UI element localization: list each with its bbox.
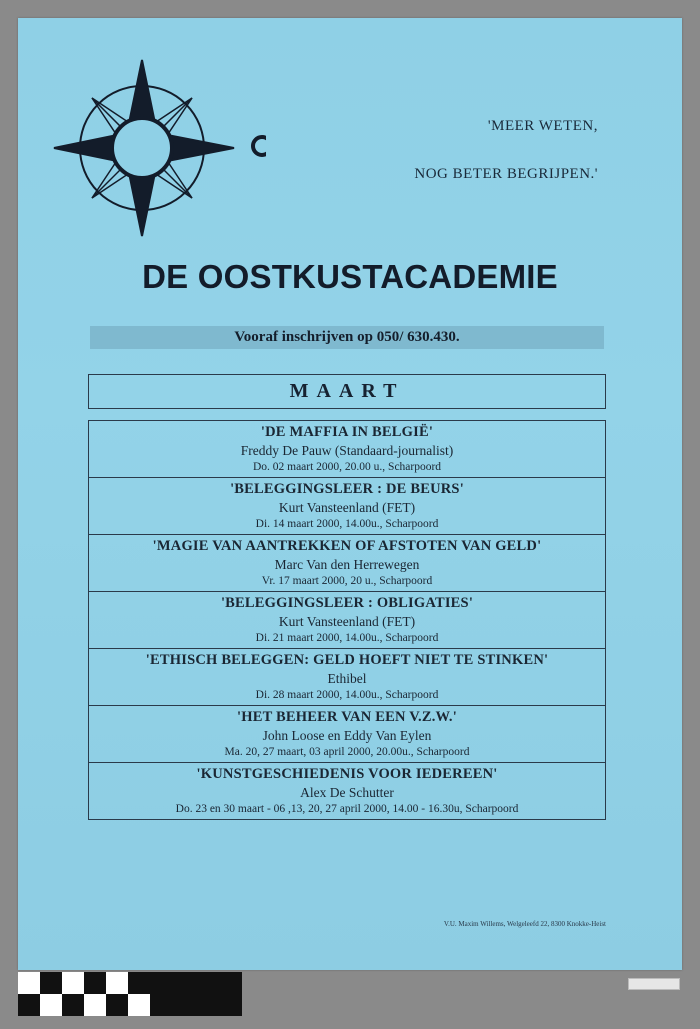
color-calibration-strip	[18, 972, 242, 1016]
event-item	[89, 478, 605, 535]
academy-title: DE OOSTKUSTACADEMIE	[142, 258, 558, 295]
event-title: 'DE MAFFIA IN BELGIË'	[260, 424, 434, 440]
event-speaker: Ethibel	[327, 671, 367, 686]
event-date: Ma. 20, 27 maart, 03 april 2000, 20.00u., Scharpoord	[224, 746, 470, 758]
event-item	[89, 763, 605, 820]
tagline-line-1: 'MEER WETEN,	[487, 118, 598, 134]
event-item	[89, 535, 605, 592]
compass-rose-logo	[46, 50, 266, 250]
event-speaker: Kurt Vansteenland (FET)	[278, 500, 416, 515]
event-item	[89, 649, 605, 706]
event-date: Do. 23 en 30 maart - 06 ,13, 20, 27 april 2000, 14.00 - 16.30u, Scharpoord	[175, 803, 519, 815]
event-date: Do. 02 maart 2000, 20.00 u., Scharpoord	[252, 461, 442, 473]
event-date: Di. 21 maart 2000, 14.00u., Scharpoord	[255, 632, 439, 644]
event-item	[89, 421, 605, 478]
event-speaker: Freddy De Pauw (Standaard-journalist)	[240, 443, 454, 458]
registration-banner: Vooraf inschrijven op 050/ 630.430.	[90, 326, 604, 349]
event-title: 'ETHISCH BELEGGEN: GELD HOEFT NIET TE STINKEN'	[145, 652, 549, 668]
event-speaker: Kurt Vansteenland (FET)	[278, 614, 416, 629]
event-title: 'MAGIE VAN AANTREKKEN OF AFSTOTEN VAN GELD'	[152, 538, 542, 554]
event-item	[89, 706, 605, 763]
event-date: Di. 28 maart 2000, 14.00u., Scharpoord	[255, 689, 439, 701]
event-date: Vr. 17 maart 2000, 20 u., Scharpoord	[261, 575, 433, 587]
month-heading: MAART	[88, 374, 606, 409]
event-list	[88, 420, 606, 820]
event-item	[89, 592, 605, 649]
event-speaker: Alex De Schutter	[300, 785, 394, 800]
event-speaker: John Loose en Eddy Van Eylen	[262, 728, 432, 743]
inventory-label	[628, 978, 680, 990]
poster	[18, 18, 682, 970]
event-speaker: Marc Van den Herrewegen	[274, 557, 420, 572]
event-title: 'BELEGGINGSLEER : OBLIGATIES'	[220, 595, 474, 611]
event-title: 'BELEGGINGSLEER : DE BEURS'	[230, 481, 464, 497]
tagline-line-2: NOG BETER BEGRIJPEN.'	[414, 166, 598, 182]
event-title: 'HET BEHEER VAN EEN V.Z.W.'	[237, 709, 457, 725]
event-date: Di. 14 maart 2000, 14.00u., Scharpoord	[255, 518, 439, 530]
event-title: 'KUNSTGESCHIEDENIS VOOR IEDEREEN'	[196, 766, 498, 782]
publisher-note: V.U. Maxim Willems, Welgeleefd 22, 8300 Knokke-Heist	[443, 920, 606, 928]
tagline	[348, 118, 598, 214]
